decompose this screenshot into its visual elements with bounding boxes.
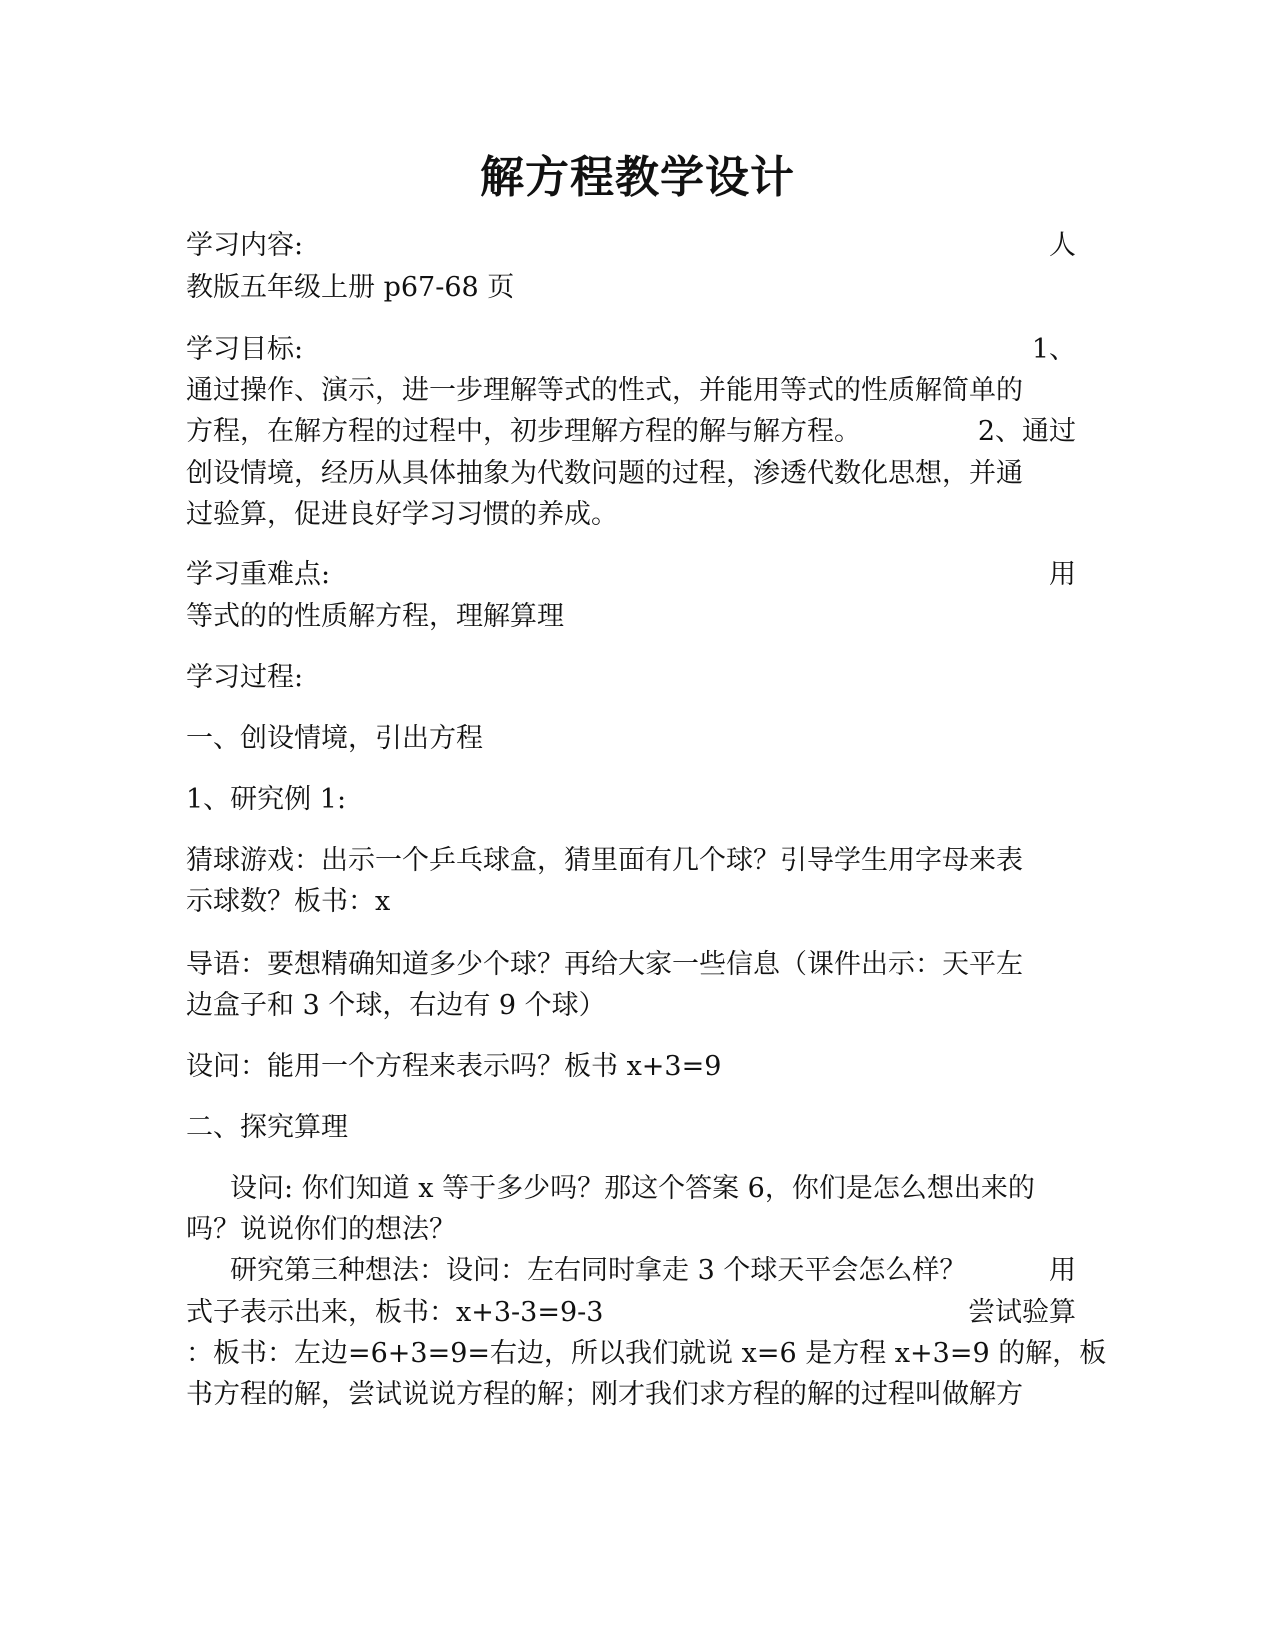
section-2-p2-line-4: 书方程的解，尝试说说方程的解；刚才我们求方程的解的过程叫做解方: [186, 1379, 1023, 1410]
goals-line-3: 创设情境，经历从具体抽象为代数问题的过程，渗透代数化思想，并通: [186, 458, 1023, 489]
section-1-heading: 一、创设情境，引出方程: [186, 723, 483, 754]
guide-line-1: 导语：要想精确知道多少个球？再给大家一些信息（课件出示：天平左: [186, 949, 1023, 980]
section-2-p2-line-2a: 式子表示出来，板书：x+3-3=9-3: [186, 1297, 604, 1328]
content-value-head: 人: [1049, 230, 1076, 261]
section-2-heading: 二、探究算理: [186, 1112, 348, 1143]
content-row: [186, 228, 1076, 264]
goals-line-2b: 2、通过: [977, 416, 1076, 447]
content-label: 学习内容:: [186, 230, 304, 261]
goals-row: [186, 332, 1076, 368]
guess-game-line-2: 示球数？板书：x: [186, 886, 391, 917]
section-2-p2-line-2: [186, 1295, 1076, 1331]
process-label: 学习过程:: [186, 662, 304, 693]
goals-line-1: 通过操作、演示，进一步理解等式的性式，并能用等式的性质解简单的: [186, 375, 1023, 406]
guide-line-2: 边盒子和 3 个球，右边有 9 个球）: [186, 990, 606, 1021]
goals-line-2: [186, 414, 1076, 450]
section-2-p2-line-2b: 尝试验算: [968, 1297, 1076, 1328]
ask-line: 设问：能用一个方程来表示吗？板书 x+3=9: [186, 1051, 722, 1082]
goals-label: 学习目标:: [186, 334, 304, 365]
key-points-head: 用: [1049, 559, 1076, 590]
key-points-row: [186, 557, 1076, 593]
key-points-tail: 等式的的性质解方程，理解算理: [186, 601, 564, 632]
section-2-p1-line-2: 吗？说说你们的想法？: [186, 1214, 456, 1245]
goals-line-4: 过验算，促进良好学习习惯的养成。: [186, 499, 618, 530]
section-2-p2-line-1a: 研究第三种想法：设问：左右同时拿走 3 个球天平会怎么样？: [230, 1255, 967, 1286]
guess-game-line-1: 猜球游戏：出示一个乒乓球盒，猜里面有几个球？引导学生用字母来表: [186, 845, 1023, 876]
key-points-label: 学习重难点:: [186, 559, 331, 590]
section-2-p2-line-1b: 用: [1049, 1255, 1076, 1286]
section-2-p2-line-3: ：板书：左边=6+3=9=右边，所以我们就说 x=6 是方程 x+3=9 的解，板: [186, 1338, 1107, 1369]
document-title: 解方程教学设计: [480, 152, 795, 203]
section-2-p1-line-1: 设问: 你们知道 x 等于多少吗？那这个答案 6，你们是怎么想出来的: [230, 1173, 1035, 1204]
goals-line-2a: 方程，在解方程的过程中，初步理解方程的解与解方程。: [186, 416, 861, 447]
example-1-label: 1、研究例 1:: [186, 784, 347, 815]
section-2-p2-line-1: [186, 1253, 1076, 1289]
goals-number-1: 1、: [1031, 334, 1076, 365]
content-value-tail: 教版五年级上册 p67-68 页: [186, 272, 515, 303]
